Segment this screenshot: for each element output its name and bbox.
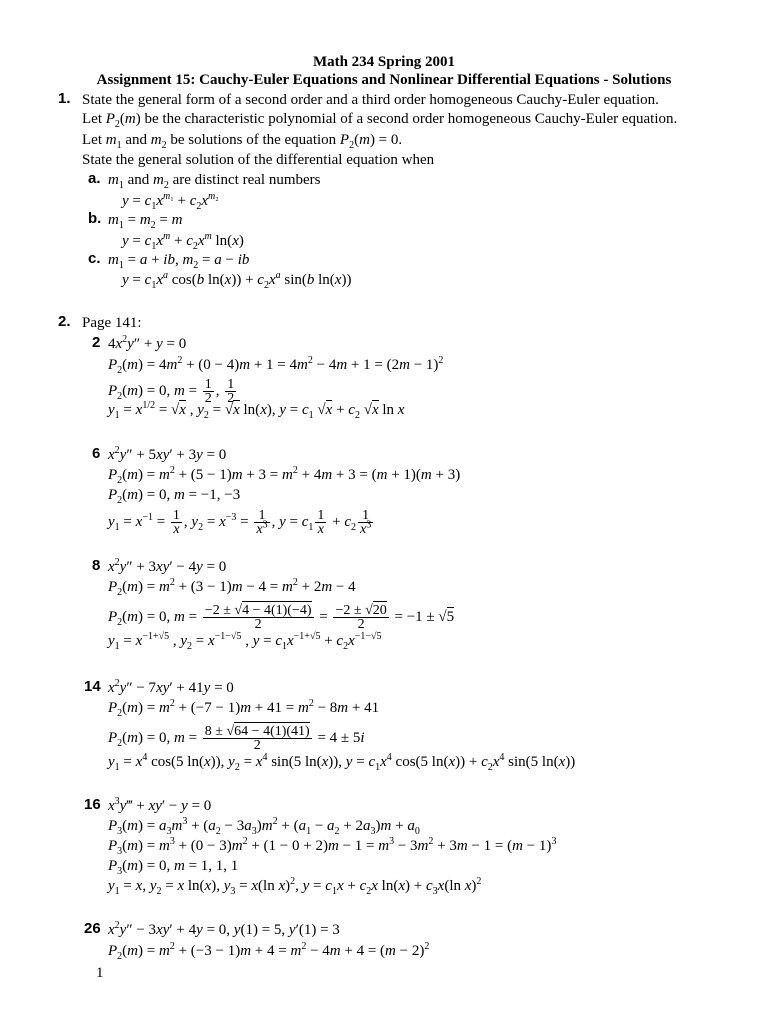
problem-number: 14 xyxy=(84,678,101,695)
part-label: c. xyxy=(88,250,101,267)
problem-equation: $x^2y'' - 7xy' + 41y = 0$ xyxy=(108,678,234,696)
question-number: 2. xyxy=(58,313,71,330)
solution: $y_1 = x^{-1+√5}$ , $y_2 = x^{-1-√5}$ , $y = c_1x^{-1+√5} + c_2x^{-1-√5}$ xyxy=(108,631,382,652)
problem-equation: $4x^2y'' + y = 0$ xyxy=(108,334,187,352)
page-reference: Page 141: xyxy=(82,315,142,331)
question-text: Let $m_1$ and $m_2$ be solutions of the equation $P_2(m) = 0$. xyxy=(82,132,403,151)
characteristic-polynomial: $P_3(m) = m^3 + (0 - 3)m^2 + (1 - 0 + 2)m - 1 = m^3 - 3m^2 + 3m - 1 = (m - 1)^3$ xyxy=(108,836,557,857)
roots: $P_2(m) = 0$, m = $\frac{1}{2}$ , $\frac{1}{2}$ xyxy=(108,377,235,406)
characteristic-polynomial: $P_2(m) = m^2 + (-3 - 1)m + 4 = m^2 - 4m + 4 = (m - 2)^2$ xyxy=(108,941,430,962)
question-text-part: be solutions of the equation xyxy=(170,132,337,148)
problem-number: 8 xyxy=(92,557,101,574)
problem-equation: $x^3y‴ + xy' - y = 0$ xyxy=(108,796,212,814)
characteristic-polynomial: $P_2(m) = m^2 + (3 - 1)m - 4 = m^2 + 2m - 4$ xyxy=(108,577,356,598)
question-text: State the general solution of the differential equation when xyxy=(82,152,435,168)
solution: $y_1 = x^{1/2} = √x$ , $y_2 = √x$ ln(x), $y = c_1$ $√x + c_2$ √x ln x xyxy=(108,400,405,421)
solution-equation: $y = c_1x^a$ cos(b $\ln(x)) + c_2x^a$ sin(b ln(x)) xyxy=(122,270,352,291)
page-number: 1 xyxy=(96,965,104,981)
characteristic-polynomial: $P_2(m) = m^2 + (-7 - 1)m + 41 = m^2 - 8m + 41$ xyxy=(108,698,380,719)
roots: $P_2(m) = 0$, m = $\frac{8 \pm √64 - 4(1)(41)}{2}$ = 4 ± 5i xyxy=(108,724,365,753)
question-text-part: be the characteristic polynomial of a second order homogeneous Cauchy-Euler equation. xyxy=(144,111,678,127)
solution: $y_1 = x^{-1}$ = $\frac{1}{x}$ , $y_2 = x^{-3}$ = $\frac{1}{x^3}$ , $y = c_1$ $\frac{1}{x}$ + $c_2$ $\frac{1}{x^3}$ xyxy=(108,508,372,537)
problem-equation: $x^2y'' + 5xy' + 3y = 0$ xyxy=(108,445,227,463)
roots: $P_2(m) = 0$, m = $\frac{-2 \pm √4 - 4(1)(-4)}{2}$ = $\frac{-2 \pm √20}{2}$ = −1 ± √5 xyxy=(108,603,455,632)
characteristic-polynomial: $P_2(m) = m^2 + (5 - 1)m + 3 = m^2 + 4m + 3 = (m + 1)(m + 3)$ xyxy=(108,465,461,486)
question-number: 1. xyxy=(58,90,71,107)
part-condition: $m_1 = a$ + ib, $m_2 = a$ − ib xyxy=(108,252,250,271)
solution-equation: $y = c_1x^m + c_2x^m$ ln(x) xyxy=(122,231,244,252)
roots: $P_2(m) = 0$, m = −1, −3 xyxy=(108,487,241,506)
part-label: a. xyxy=(88,170,101,187)
part-label: b. xyxy=(88,210,102,227)
page-subtitle: Assignment 15: Cauchy-Euler Equations and Nonlinear Differential Equations - Solutions xyxy=(96,72,672,88)
solution-equation: $y = c_1x^{m_1} + c_2x^{m_2}$ xyxy=(122,191,219,212)
problem-number: 6 xyxy=(92,445,101,462)
roots: $P_3(m) = 0$, m = 1, 1, 1 xyxy=(108,858,239,877)
question-text: Let $P_2(m)$ be the characteristic polynomial of a second order homogeneous Cauchy-Euler equation. xyxy=(82,111,678,130)
part-condition: $m_1 = m_2 = m$ xyxy=(108,212,183,231)
problem-equation: $x^2y'' + 3xy' - 4y = 0$ xyxy=(108,557,227,575)
part-condition: $m_1$ and $m_2$ are distinct real numbers xyxy=(108,172,321,191)
characteristic-polynomial: $P_3(m) = a_3m^3 + (a_2 - 3a_3)m^2 + (a_1 - a_2 + 2a_3)m + a_0$ xyxy=(108,816,420,837)
part-condition-text: are distinct real numbers xyxy=(172,172,321,188)
problem-number: 16 xyxy=(84,796,101,813)
problem-number: 2 xyxy=(92,334,101,351)
solution: $y_1 = x$, $y_2 = x$ ln(x), $y_3 = x(\ln$ x)$^2$, $y = c_1x + c_2x$ $\ln(x) + c_3x(\ln$ x)$^2$ xyxy=(108,876,482,897)
solution: $y_1 = x^4$ cos(5 ln(x)), $y_2 = x^4$ sin(5 ln(x)), $y = c_1x^4$ cos(5 $\ln(x)) + c_2x^4$ sin(5 ln(x)) xyxy=(108,752,576,773)
problem-equation: $x^2y'' - 3xy' + 4y = 0$, y(1) = 5, y′(1) = 3 xyxy=(108,920,340,938)
problem-number: 26 xyxy=(84,920,101,937)
question-text: State the general form of a second order and a third order homogeneous Cauchy-Euler equation. xyxy=(82,92,659,108)
characteristic-polynomial: $P_2(m) = 4m^2 + (0 - 4)m + 1 = 4m^2 - 4m + 1 = (2m - 1)^2$ xyxy=(108,355,444,376)
page-title: Math 234 Spring 2001 xyxy=(312,54,456,70)
